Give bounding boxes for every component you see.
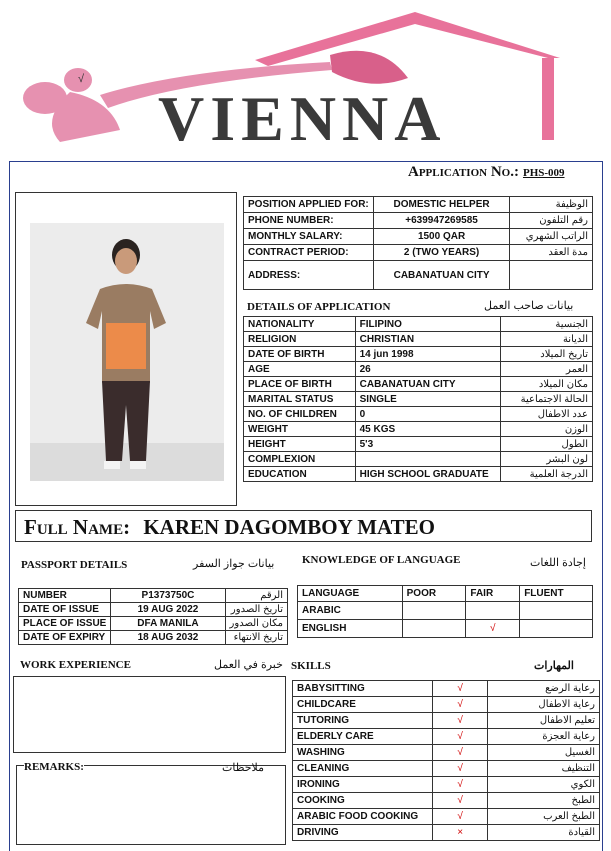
language-name: ENGLISH	[298, 620, 403, 638]
row-label: CONTRACT PERIOD:	[244, 245, 374, 261]
application-number	[408, 164, 565, 181]
row-value: 19 AUG 2022	[111, 603, 225, 617]
level-cell	[520, 602, 593, 620]
details-table	[243, 316, 593, 482]
col-header: FLUENT	[520, 586, 593, 602]
table-row	[244, 452, 593, 467]
row-value: CABANATUAN CITY	[373, 261, 510, 290]
row-value: DOMESTIC HELPER	[373, 197, 510, 213]
row-label-ar: مكان الميلاد	[501, 377, 593, 392]
row-value: 26	[355, 362, 501, 377]
table-row	[244, 197, 593, 213]
skill-check: √	[432, 761, 488, 777]
remarks-title: REMARKS:	[24, 761, 84, 773]
skill-name: CHILDCARE	[293, 697, 433, 713]
row-label-ar: لون البشر	[501, 452, 593, 467]
details-title: DETAILS OF APPLICATION	[247, 301, 391, 313]
skill-name-ar: تعليم الاطفال	[488, 713, 600, 729]
table-row	[19, 617, 288, 631]
row-label-ar	[510, 261, 593, 290]
house-roof-shape	[255, 12, 560, 66]
row-value: +639947269585	[373, 213, 510, 229]
table-row	[293, 745, 600, 761]
language-name: ARABIC	[298, 602, 403, 620]
details-title-ar: بيانات صاحب العمل	[484, 300, 574, 312]
level-cell	[402, 602, 466, 620]
row-label-ar: تاريخ الصدور	[225, 603, 287, 617]
row-label: DATE OF EXPIRY	[19, 631, 111, 645]
table-row	[244, 261, 593, 290]
row-label: RELIGION	[244, 332, 356, 347]
table-row	[293, 793, 600, 809]
skill-name-ar: القيادة	[488, 825, 600, 841]
skill-name-ar: الكوي	[488, 777, 600, 793]
col-header: LANGUAGE	[298, 586, 403, 602]
row-value: P1373750C	[111, 589, 225, 603]
row-value: CABANATUAN CITY	[355, 377, 501, 392]
row-value: 5'3	[355, 437, 501, 452]
row-label-ar: الرقم	[225, 589, 287, 603]
full-name-value: KAREN DAGOMBOY MATEO	[143, 515, 435, 539]
work-title: WORK EXPERIENCE	[20, 659, 131, 671]
level-cell	[520, 620, 593, 638]
skill-name: BABYSITTING	[293, 681, 433, 697]
skill-check: √	[432, 745, 488, 761]
table-row	[19, 603, 288, 617]
row-label: POSITION APPLIED FOR:	[244, 197, 374, 213]
row-value: 0	[355, 407, 501, 422]
table-row	[293, 681, 600, 697]
row-label-ar: الدرجة العلمية	[501, 467, 593, 482]
row-label-ar: رقم التلفون	[510, 213, 593, 229]
row-label: MONTHLY SALARY:	[244, 229, 374, 245]
row-value: 2 (TWO YEARS)	[373, 245, 510, 261]
skill-name-ar: الطبخ	[488, 793, 600, 809]
row-label: NATIONALITY	[244, 317, 356, 332]
row-value: FILIPINO	[355, 317, 501, 332]
row-label-ar: الوزن	[501, 422, 593, 437]
row-value: 1500 QAR	[373, 229, 510, 245]
language-title: KNOWLEDGE OF LANGUAGE	[302, 554, 461, 566]
remarks-box	[16, 765, 286, 845]
skill-check: √	[432, 729, 488, 745]
language-table	[297, 585, 593, 638]
row-label-ar: الراتب الشهري	[510, 229, 593, 245]
row-value: 18 AUG 2032	[111, 631, 225, 645]
row-label-ar: الحالة الاجتماعية	[501, 392, 593, 407]
table-row	[244, 422, 593, 437]
row-value: HIGH SCHOOL GRADUATE	[355, 467, 501, 482]
row-value	[355, 452, 501, 467]
table-row	[244, 229, 593, 245]
row-label: ADDRESS:	[244, 261, 374, 290]
table-row	[293, 761, 600, 777]
level-cell	[402, 620, 466, 638]
house-wall-shape	[542, 58, 554, 140]
skill-check: √	[432, 697, 488, 713]
table-row	[298, 620, 593, 638]
skill-name-ar: رعاية الرضع	[488, 681, 600, 697]
passport-title-ar: بيانات جواز السفر	[193, 558, 275, 570]
remarks-title-ar: ملاحظات	[222, 762, 264, 774]
col-header: POOR	[402, 586, 466, 602]
row-label: PHONE NUMBER:	[244, 213, 374, 229]
level-cell	[466, 602, 520, 620]
table-row	[244, 377, 593, 392]
skill-name-ar: رعاية الاطفال	[488, 697, 600, 713]
col-header: FAIR	[466, 586, 520, 602]
table-header-row	[298, 586, 593, 602]
skill-name: IRONING	[293, 777, 433, 793]
vienna-logo	[0, 0, 611, 160]
skill-check: ×	[432, 825, 488, 841]
table-row	[19, 631, 288, 645]
logo-brand-text: VIENNA	[158, 83, 447, 154]
skill-check: √	[432, 713, 488, 729]
table-row	[298, 602, 593, 620]
table-row	[244, 362, 593, 377]
row-label: COMPLEXION	[244, 452, 356, 467]
row-label-ar: الجنسية	[501, 317, 593, 332]
row-value: 45 KGS	[355, 422, 501, 437]
row-label-ar: الديانة	[501, 332, 593, 347]
skill-name-ar: التنظيف	[488, 761, 600, 777]
row-label: NUMBER	[19, 589, 111, 603]
skill-name-ar: الغسيل	[488, 745, 600, 761]
skill-name: CLEANING	[293, 761, 433, 777]
row-label-ar: الوظيفة	[510, 197, 593, 213]
table-row	[244, 467, 593, 482]
row-label: MARITAL STATUS	[244, 392, 356, 407]
position-table	[243, 196, 593, 290]
row-label-ar: مكان الصدور	[225, 617, 287, 631]
table-row	[293, 729, 600, 745]
work-experience-box	[13, 676, 286, 753]
row-label: EDUCATION	[244, 467, 356, 482]
table-row	[19, 589, 288, 603]
row-label: PLACE OF ISSUE	[19, 617, 111, 631]
table-row	[244, 392, 593, 407]
skill-name: ARABIC FOOD COOKING	[293, 809, 433, 825]
full-name-label: Full Name:	[24, 515, 131, 539]
table-row	[293, 825, 600, 841]
row-label: NO. OF CHILDREN	[244, 407, 356, 422]
row-label-ar: عدد الاطفال	[501, 407, 593, 422]
applicant-photo	[16, 193, 236, 505]
table-row	[293, 809, 600, 825]
row-label: DATE OF ISSUE	[19, 603, 111, 617]
table-row	[244, 317, 593, 332]
skills-table	[292, 680, 600, 841]
skills-title-ar: المهارات	[534, 660, 574, 672]
level-cell: √	[466, 620, 520, 638]
skill-name: COOKING	[293, 793, 433, 809]
passport-table	[18, 588, 288, 645]
row-label: DATE OF BIRTH	[244, 347, 356, 362]
skills-title: SKILLS	[291, 660, 331, 672]
table-row	[293, 697, 600, 713]
row-value: SINGLE	[355, 392, 501, 407]
row-label-ar: تاريخ الانتهاء	[225, 631, 287, 645]
skill-name: ELDERLY CARE	[293, 729, 433, 745]
row-value: 14 jun 1998	[355, 347, 501, 362]
passport-title: PASSPORT DETAILS	[21, 559, 128, 571]
row-value: CHRISTIAN	[355, 332, 501, 347]
row-label: PLACE OF BIRTH	[244, 377, 356, 392]
row-value: DFA MANILA	[111, 617, 225, 631]
row-label: HEIGHT	[244, 437, 356, 452]
row-label-ar: مدة العقد	[510, 245, 593, 261]
photo-frame	[15, 192, 237, 506]
skill-check: √	[432, 809, 488, 825]
application-number-label: Application No.:	[408, 164, 519, 180]
table-row	[244, 245, 593, 261]
skill-check: √	[432, 793, 488, 809]
row-label-ar: تاريخ الميلاد	[501, 347, 593, 362]
full-name-box	[15, 510, 592, 542]
logo-check-mark: √	[78, 73, 85, 85]
row-label: WEIGHT	[244, 422, 356, 437]
row-label-ar: العمر	[501, 362, 593, 377]
table-row	[293, 777, 600, 793]
skill-name: TUTORING	[293, 713, 433, 729]
table-row	[244, 213, 593, 229]
work-title-ar: خبرة في العمل	[214, 659, 283, 671]
skill-check: √	[432, 777, 488, 793]
table-row	[244, 407, 593, 422]
table-row	[244, 332, 593, 347]
table-row	[244, 437, 593, 452]
skill-name: DRIVING	[293, 825, 433, 841]
row-label-ar: الطول	[501, 437, 593, 452]
skill-name-ar: رعاية العجزة	[488, 729, 600, 745]
table-row	[244, 347, 593, 362]
application-number-value: PHS-009	[522, 167, 565, 179]
skill-name: WASHING	[293, 745, 433, 761]
language-title-ar: إجادة اللغات	[530, 557, 586, 569]
table-row	[293, 713, 600, 729]
skill-name-ar: الطبخ العرب	[488, 809, 600, 825]
row-label: AGE	[244, 362, 356, 377]
skill-check: √	[432, 681, 488, 697]
